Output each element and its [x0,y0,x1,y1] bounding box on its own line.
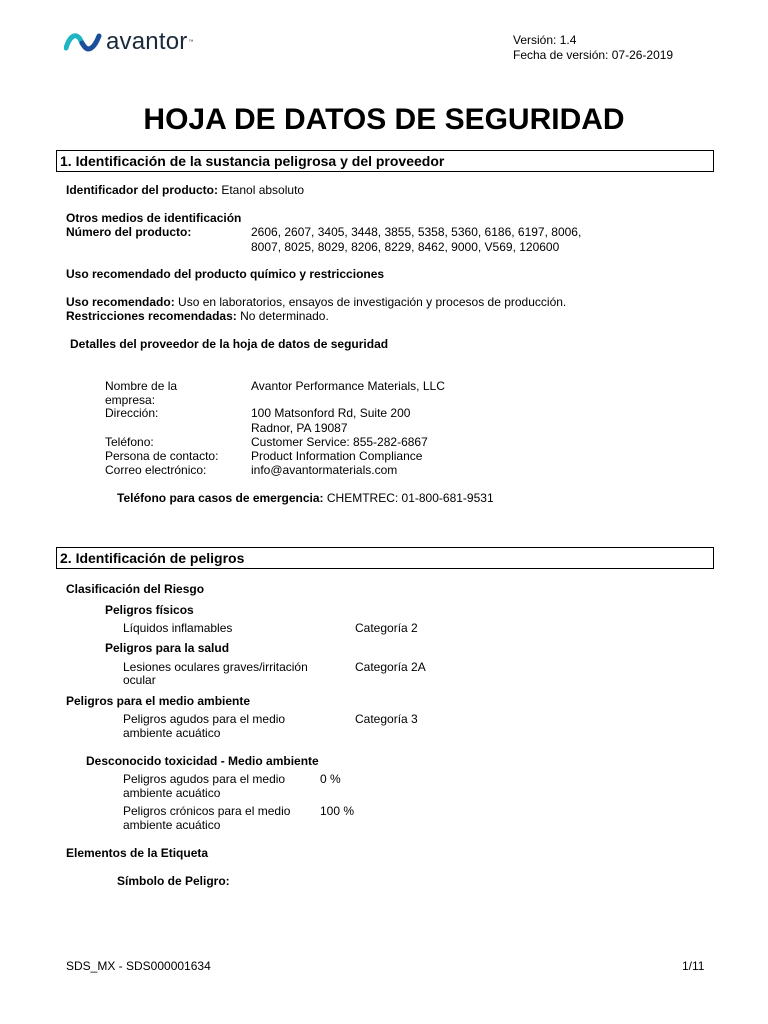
address-label: Dirección: [105,406,159,420]
acute-aquatic-line-2: ambiente acuático [123,726,221,740]
recommended-use-heading: Uso recomendado del producto químico y restricciones [66,267,385,281]
phone-label: Teléfono: [105,435,154,449]
product-number-label: Número del producto: [66,225,192,239]
address-line-1: 100 Matsonford Rd, Suite 200 [251,406,411,420]
acute-aquatic-line-1: Peligros agudos para el medio [123,712,286,726]
flammable-liquids: Líquidos inflamables [123,621,233,635]
company-value: Avantor Performance Materials, LLC [251,379,445,393]
product-identifier [66,183,304,197]
address-line-2: Radnor, PA 19087 [251,421,348,435]
avantor-logo [64,29,194,55]
unknown-acute-line-1: Peligros agudos para el medio [123,772,286,786]
recommended-use-label: Uso recomendado: [66,295,175,309]
restrictions-label: Restricciones recomendadas: [66,309,237,323]
avantor-mark-icon [64,31,102,53]
phone-value: Customer Service: 855-282-6867 [251,435,428,449]
recommended-use-value: Uso en laboratorios, ensayos de investigación y procesos de producción. [178,295,567,309]
acute-aquatic-category: Categoría 3 [355,712,418,726]
risk-classification-heading: Clasificación del Riesgo [66,582,205,596]
contact-value: Product Information Compliance [251,449,423,463]
flammable-category: Categoría 2 [355,621,418,635]
product-number-line-1: 2606, 2607, 3405, 3448, 3855, 5358, 5360, 6186, 6197, 8006, [251,225,582,239]
unknown-toxicity-heading: Desconocido toxicidad - Medio ambiente [86,754,319,768]
product-identifier-label: Identificador del producto: [66,183,218,197]
section-2-header [56,547,714,569]
emergency-phone [117,491,494,505]
email-label: Correo electrónico: [105,463,207,477]
emergency-phone-label: Teléfono para casos de emergencia: [117,491,324,505]
unknown-chronic-value: 100 % [320,804,355,818]
supplier-heading: Detalles del proveedor de la hoja de datos de seguridad [70,337,389,351]
company-label-line-2: empresa: [105,393,156,407]
hazard-symbol-label: Símbolo de Peligro: [117,874,230,888]
eye-damage-category: Categoría 2A [355,660,426,674]
section-1-title: 1. Identificación de la sustancia peligrosa y del proveedor [60,153,445,169]
emergency-phone-value: CHEMTREC: 01-800-681-9531 [326,491,494,505]
unknown-chronic-line-1: Peligros crónicos para el medio [123,804,291,818]
label-elements-heading: Elementos de la Etiqueta [66,846,209,860]
company-label-line-1: Nombre de la [105,379,178,393]
document-title: HOJA DE DATOS DE SEGURIDAD [143,103,625,136]
email-value[interactable]: info@avantormaterials.com [251,463,398,477]
version-date: Fecha de versión: 07-26-2019 [513,48,674,62]
eye-damage-line-1: Lesiones oculares graves/irritación [123,660,308,674]
footer-page-number: 1/11 [682,959,705,973]
version: Versión: 1.4 [513,33,577,47]
section-1-header [56,150,714,172]
other-means-heading: Otros medios de identificación [66,211,242,225]
eye-damage-line-2: ocular [123,673,156,687]
unknown-acute-value: 0 % [320,772,341,786]
unknown-chronic-line-2: ambiente acuático [123,818,221,832]
recommended-use [66,295,566,309]
recommended-restrictions [66,309,329,323]
section-2-title: 2. Identificación de peligros [60,550,245,566]
physical-hazards-heading: Peligros físicos [105,603,194,617]
brand-name: avantor™ [106,28,194,55]
product-identifier-value: Etanol absoluto [221,183,305,197]
health-hazards-heading: Peligros para la salud [105,641,230,655]
product-number-line-2: 8007, 8025, 8029, 8206, 8229, 8462, 9000, V569, 120600 [251,240,560,254]
footer-document-id: SDS_MX - SDS000001634 [66,959,211,973]
restrictions-value: No determinado. [240,309,329,323]
environmental-hazards-heading: Peligros para el medio ambiente [66,694,251,708]
contact-label: Persona de contacto: [105,449,219,463]
unknown-acute-line-2: ambiente acuático [123,786,221,800]
